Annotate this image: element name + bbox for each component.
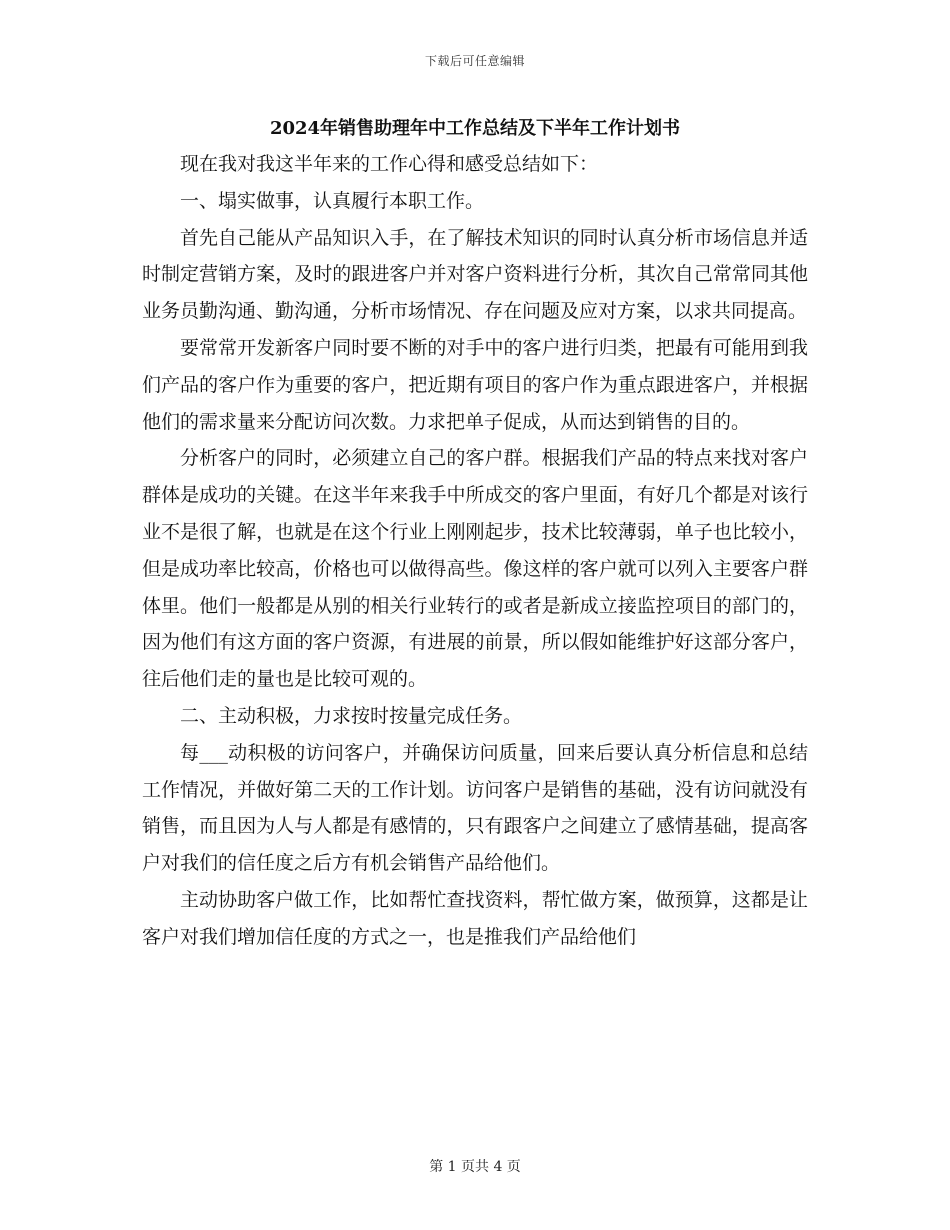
section-heading-1: 一、塌实做事，认真履行本职工作。 [180, 189, 485, 212]
page-footer: 第 1 页共 4 页 [429, 1159, 521, 1175]
section-heading-2: 二、主动积极，力求按时按量完成任务。 [180, 704, 523, 727]
paragraph: 主动协助客户做工作，比如帮忙查找资料，帮忙做方案，做预算，这都是让客户对我们增加信任度的方式之一，也是推我们产品给他们 [142, 888, 808, 948]
paragraph: 首先自己能从产品知识入手，在了解技术知识的同时认真分析市场信息并适时制定营销方案，及时的跟进客户并对客户资料进行分析，其次自己常常同其他业务员勤沟通、勤沟通，分析市场情况、存在问题及应对方案，以求共同提高。 [142, 226, 808, 323]
paragraph-intro: 现在我对我这半年来的工作心得和感受总结如下： [180, 153, 599, 175]
paragraph: 要常常开发新客户同时要不断的对手中的客户进行归类，把最有可能用到我们产品的客户作为重要的客户，把近期有项目的客户作为重点跟进客户，并根据他们的需求量来分配访问次数。力求把单子促成，从而达到销售的目的。 [142, 336, 808, 433]
paragraph: 分析客户的同时，必须建立自己的客户群。根据我们产品的特点来找对客户群体是成功的关键。在这半年来我手中所成交的客户里面，有好几个都是对该行业不是很了解，也就是在这个行业上刚刚起步，技术比较薄弱，单子也比较小，但是成功率比较高，价格也可以做得高些。像这样的客户就可以列入主要客户群体里。他们一般都是从别的相关行业转行的或者是新成立接监控项目的部门的，因为他们有这方面的客户资源，有进展的前景，所以假如能维护好这部分客户，往后他们走的量也是比较可观的。 [142, 447, 808, 691]
page-header: 下载后可任意编辑 [424, 54, 525, 68]
document-title: 2024年销售助理年中工作总结及下半年工作计划书 [269, 118, 681, 139]
document-body [142, 146, 808, 956]
paragraph: 每___动积极的访问客户，并确保访问质量，回来后要认真分析信息和总结工作情况，并做好第二天的工作计划。访问客户是销售的基础，没有访问就没有销售，而且因为人与人都是有感情的，只有跟客户之间建立了感情基础，提高客户对我们的信任度之后方有机会销售产品给他们。 [142, 741, 808, 875]
